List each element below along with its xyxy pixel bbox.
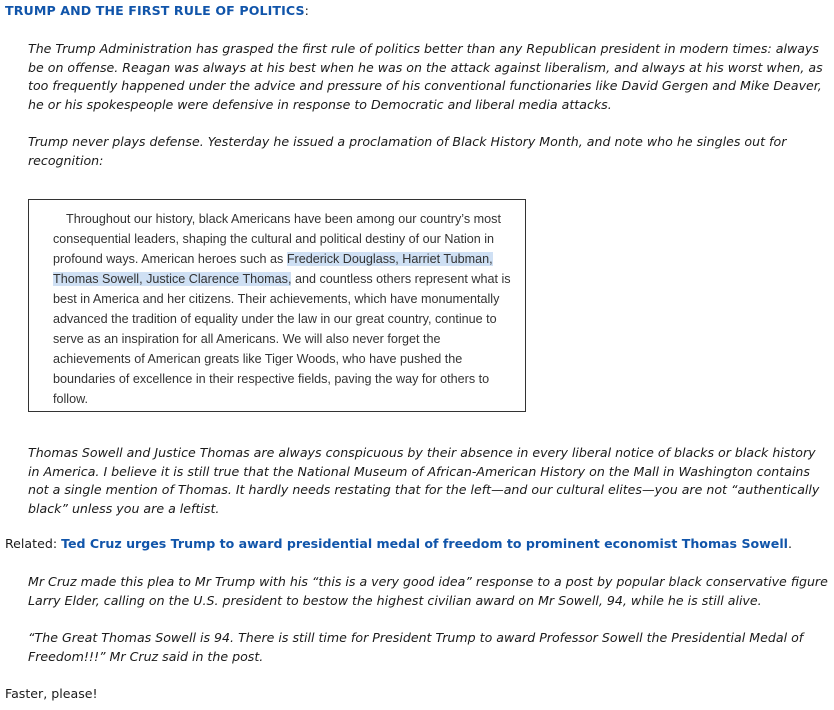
- article-title: [5, 3, 309, 18]
- related-suffix: .: [787, 536, 792, 551]
- related-article-link[interactable]: Ted Cruz urges Trump to award presidential medal of freedom to prominent economist Thomas Sowell: [61, 536, 788, 551]
- quote-text-before: Throughout our history, black Americans have been among our country’s most consequential leaders, shaping the cultural and political destiny of our Nation in profound ways. American heroes such as: [53, 212, 501, 266]
- paragraph-sowell-thomas: Thomas Sowell and Justice Thomas are always conspicuous by their absence in every liberal notice of blacks or black history in America. I believe it is still true that the National Museum of African-American History on the Mall in Washington contains not a single mention of Thomas. It hardly needs restating that for the left—and our cultural elites—you are not “authentically black” unless you are a leftist.: [28, 445, 820, 516]
- closing-line: Faster, please!: [5, 686, 98, 701]
- related-prefix: Related:: [5, 536, 62, 551]
- quote-text-after: and countless others represent what is best in America and her citizens. Their achievements, which have monumentally advanced the tradition of equality under the law in our great country, continue to serve as an inspiration for all Americans. We will also never forget the achievements of American greats like Tiger Woods, who have pushed the boundaries of excellence in their respective fields, paving the way for others to follow.: [53, 272, 511, 406]
- article-title-colon: :: [304, 3, 309, 18]
- related-line: [5, 536, 792, 551]
- proclamation-quote: [53, 209, 515, 409]
- paragraph-cruz-quote: “The Great Thomas Sowell is 94. There is still time for President Trump to award Professor Sowell the Presidential Medal of Freedom!!!” Mr Cruz said in the post.: [28, 630, 804, 664]
- paragraph-intro: The Trump Administration has grasped the first rule of politics better than any Republican president in modern times: always be on offense. Reagan was always at his best when he was on the attack against liberalism, and always at his worst when, as too frequently happened under the advice and pressure of his conventional functionaries like David Gergen and Mike Deaver, he or his spokespeople were defensive in response to Democratic and liberal media attacks.: [28, 41, 823, 112]
- article-title-text: TRUMP AND THE FIRST RULE OF POLITICS: [5, 3, 305, 18]
- paragraph-proclamation: Trump never plays defense. Yesterday he issued a proclamation of Black History Month, and note who he singles out for recognition:: [28, 134, 787, 168]
- quote-highlighted-names: Frederick Douglass, Harriet Tubman, Thomas Sowell, Justice Clarence Thomas,: [53, 252, 493, 286]
- paragraph-cruz-plea: Mr Cruz made this plea to Mr Trump with his “this is a very good idea” response to a post by popular black conservative figure Larry Elder, calling on the U.S. president to bestow the highest civilian award on Mr Sowell, 94, while he is still alive.: [28, 574, 828, 608]
- proclamation-quote-box: [28, 199, 526, 412]
